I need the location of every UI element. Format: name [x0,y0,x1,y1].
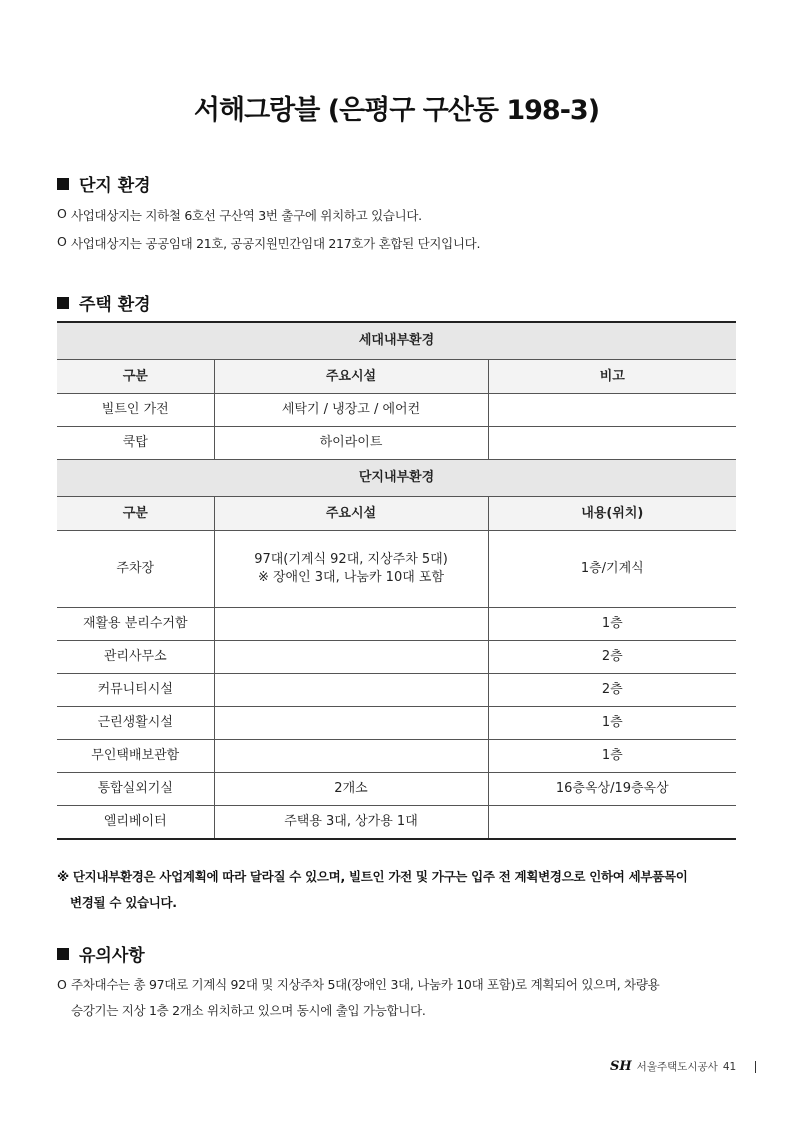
section-heading-complex-label: 단지 환경 [79,176,151,196]
table-cell: 1층 [488,707,736,740]
table-cell: 16층옥상/19층옥상 [488,773,736,806]
table-cell: 하이라이트 [214,427,488,460]
header-cell: 주요시설 [214,497,488,531]
header-cell: 주요시설 [214,360,488,394]
table-row [57,773,736,806]
table-cell: 엘리베이터 [57,806,214,840]
complex-environment-band-label: 단지내부환경 [57,460,736,497]
section-heading-housing [57,290,151,315]
section-heading-complex [57,171,151,196]
table-cell: 재활용 분리수거함 [57,608,214,641]
table-row [57,608,736,641]
table-cell: 1층 [488,740,736,773]
circle-bullet-icon: O [57,206,67,221]
table-row [57,674,736,707]
table-cell [214,674,488,707]
page-title: 서해그랑블 (은평구 구산동 198-3) [193,95,600,126]
footer-org-name: 서울주택도시공사 [636,1061,718,1073]
table-footnote [57,864,747,916]
unit-environment-band-label: 세대내부환경 [57,322,736,360]
table-cell: 2층 [488,641,736,674]
table-row [57,427,736,460]
circle-bullet-icon: O [57,977,67,992]
table-cell: 주택용 3대, 상가용 1대 [214,806,488,840]
table-cell [214,608,488,641]
complex-bullet-2 [57,234,480,252]
table-cell: 1층 [488,608,736,641]
table-cell: 세탁기 / 냉장고 / 에어컨 [214,394,488,427]
table-row [57,394,736,427]
complex-bullet-1 [57,206,422,224]
table-cell: 통합실외기실 [57,773,214,806]
complex-header-row [57,497,736,531]
table-row [57,641,736,674]
table-cell: 쿡탑 [57,427,214,460]
page-number: 41 [722,1060,737,1073]
section-heading-notice-label: 유의사항 [79,946,145,966]
table-cell [488,394,736,427]
complex-bullet-2-text: 사업대상지는 공공임대 21호, 공공지원민간임대 217호가 혼합된 단지입니다. [71,236,481,251]
footer-divider [755,1061,756,1073]
table-row [57,707,736,740]
table-cell: 커뮤니티시설 [57,674,214,707]
parking-facility-cell [214,531,488,608]
table-row [57,806,736,840]
sh-logo: SH [610,1059,632,1074]
housing-environment-table [57,321,736,840]
table-cell [214,707,488,740]
square-bullet-icon [57,297,69,309]
table-cell: 근린생활시설 [57,707,214,740]
header-cell: 구분 [57,360,214,394]
table-cell: 1층/기계식 [488,531,736,608]
table-footnote-line-2: 변경될 수 있습니다. [70,895,177,910]
parking-facility-line-1: 97대(기계식 92대, 지상주차 5대) [254,552,448,568]
section-heading-notice [57,941,145,966]
square-bullet-icon [57,178,69,190]
table-row-parking [57,531,736,608]
unit-header-row [57,360,736,394]
table-cell: 2개소 [214,773,488,806]
table-cell: 관리사무소 [57,641,214,674]
circle-bullet-icon: O [57,234,67,249]
unit-environment-band [57,322,736,360]
table-cell: 무인택배보관함 [57,740,214,773]
parking-facility-line-2: ※ 장애인 3대, 나눔카 10대 포함 [257,570,445,585]
table-cell [214,641,488,674]
table-cell: 2층 [488,674,736,707]
page-footer [610,1059,756,1074]
header-cell: 내용(위치) [488,497,736,531]
table-footnote-line-1: ※ 단지내부환경은 사업계획에 따라 달라질 수 있으며, 빌트인 가전 및 가구는 입주 전 계획변경으로 인하여 세부품목이 [57,869,688,884]
square-bullet-icon [57,948,69,960]
header-cell: 비고 [488,360,736,394]
notice-bullet-text [71,972,659,1024]
notice-bullet [57,972,743,1024]
table-cell [488,427,736,460]
table-cell [214,740,488,773]
section-heading-housing-label: 주택 환경 [79,295,151,315]
complex-bullet-1-text: 사업대상지는 지하철 6호선 구산역 3번 출구에 위치하고 있습니다. [71,208,422,223]
table-cell [488,806,736,840]
table-cell: 주차장 [57,531,214,608]
table-cell: 빌트인 가전 [57,394,214,427]
complex-environment-band [57,460,736,497]
table-row [57,740,736,773]
notice-bullet-line-2: 승강기는 지상 1층 2개소 위치하고 있으며 동시에 출입 가능합니다. [71,1003,426,1018]
notice-bullet-line-1: 주차대수는 총 97대로 기계식 92대 및 지상주차 5대(장애인 3대, 나눔카 10대 포함)로 계획되어 있으며, 차량용 [71,977,660,992]
header-cell: 구분 [57,497,214,531]
